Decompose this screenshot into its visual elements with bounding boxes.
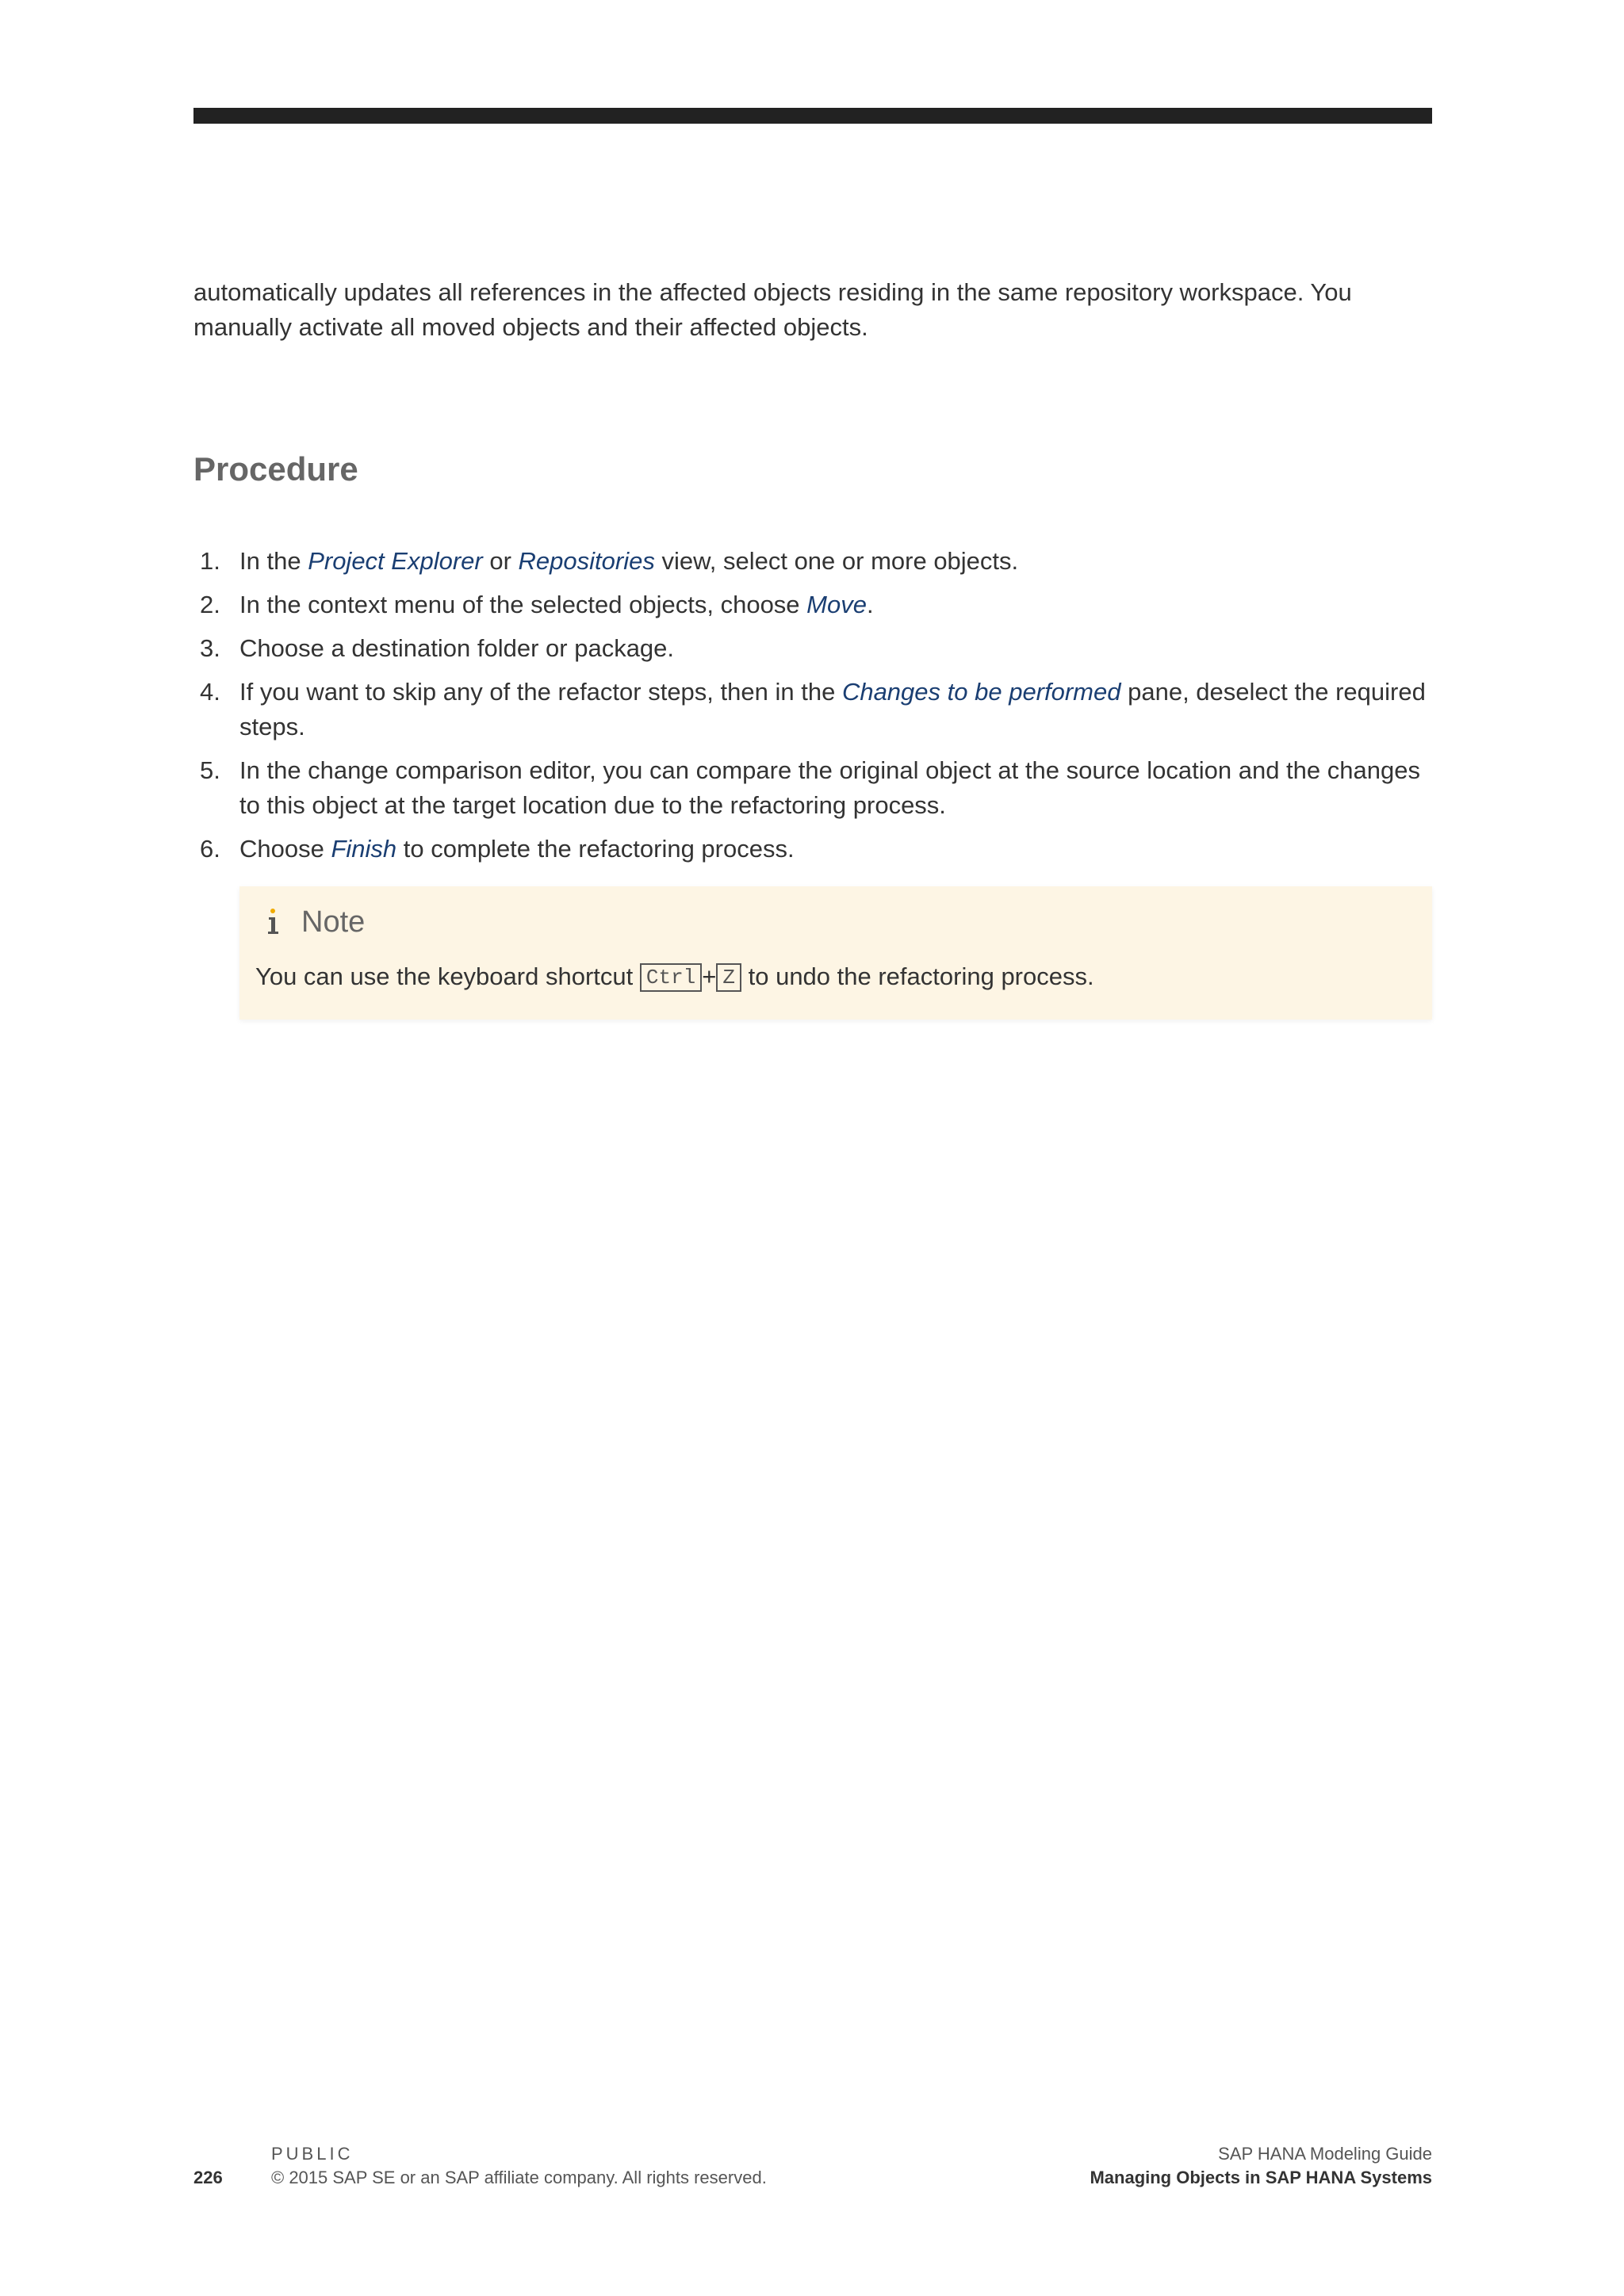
ui-term-finish: Finish — [331, 835, 397, 863]
step-text: or — [482, 547, 519, 575]
key-ctrl: Ctrl — [640, 963, 702, 992]
step-number: 5. — [200, 756, 220, 784]
footer-copyright: © 2015 SAP SE or an SAP affiliate company. All rights reserved. — [271, 2168, 767, 2187]
step-number: 4. — [200, 678, 220, 706]
step-text: In the — [239, 547, 308, 575]
step-item — [193, 587, 1432, 622]
step-number: 6. — [200, 835, 220, 863]
step-number: 1. — [200, 547, 220, 575]
step-item — [193, 832, 1432, 867]
step-text: In the change comparison editor, you can compare the original object at the source location and the changes to this object at the target location due to the refactoring process. — [239, 756, 1420, 819]
step-text: In the context menu of the selected objects, choose — [239, 591, 807, 618]
ui-term-project-explorer: Project Explorer — [308, 547, 483, 575]
step-number: 3. — [200, 634, 220, 662]
ui-term-changes-to-be-performed: Changes to be performed — [841, 678, 1121, 706]
note-text: You can use the keyboard shortcut — [255, 962, 640, 990]
step-text: view, select one or more objects. — [654, 547, 1019, 575]
footer-guide-title: SAP HANA Modeling Guide — [1218, 2144, 1432, 2164]
step-text: Choose a destination folder or package. — [239, 634, 675, 662]
footer-classification: PUBLIC — [271, 2144, 354, 2164]
key-plus: + — [702, 962, 717, 990]
note-box — [239, 886, 1432, 1020]
step-number: 2. — [200, 591, 220, 618]
step-text: pane, deselect the required steps. — [239, 678, 1426, 740]
step-item — [193, 753, 1432, 823]
ui-term-repositories: Repositories — [518, 547, 655, 575]
key-z: Z — [716, 963, 741, 992]
intro-paragraph: automatically updates all references in the affected objects residing in the same repository workspace. You manually activate all moved objects and their affected objects. — [193, 278, 1352, 341]
footer-page-number: 226 — [193, 2168, 223, 2187]
note-body — [255, 959, 1094, 994]
footer-chapter-title: Managing Objects in SAP HANA Systems — [1090, 2168, 1432, 2187]
step-text: If you want to skip any of the refactor steps, then in the — [239, 678, 842, 706]
top-rule — [193, 108, 1432, 124]
ui-term-move: Move — [806, 591, 867, 618]
step-item — [193, 544, 1432, 579]
step-text: Choose — [239, 835, 331, 863]
procedure-heading: Procedure — [193, 450, 358, 488]
step-text: to complete the refactoring process. — [396, 835, 795, 863]
step-item — [193, 631, 1432, 666]
step-item — [193, 675, 1432, 744]
info-icon — [263, 907, 282, 939]
procedure-steps — [193, 544, 1432, 875]
note-text: to undo the refactoring process. — [741, 962, 1094, 990]
note-title: Note — [301, 905, 366, 939]
step-text: . — [866, 591, 874, 618]
